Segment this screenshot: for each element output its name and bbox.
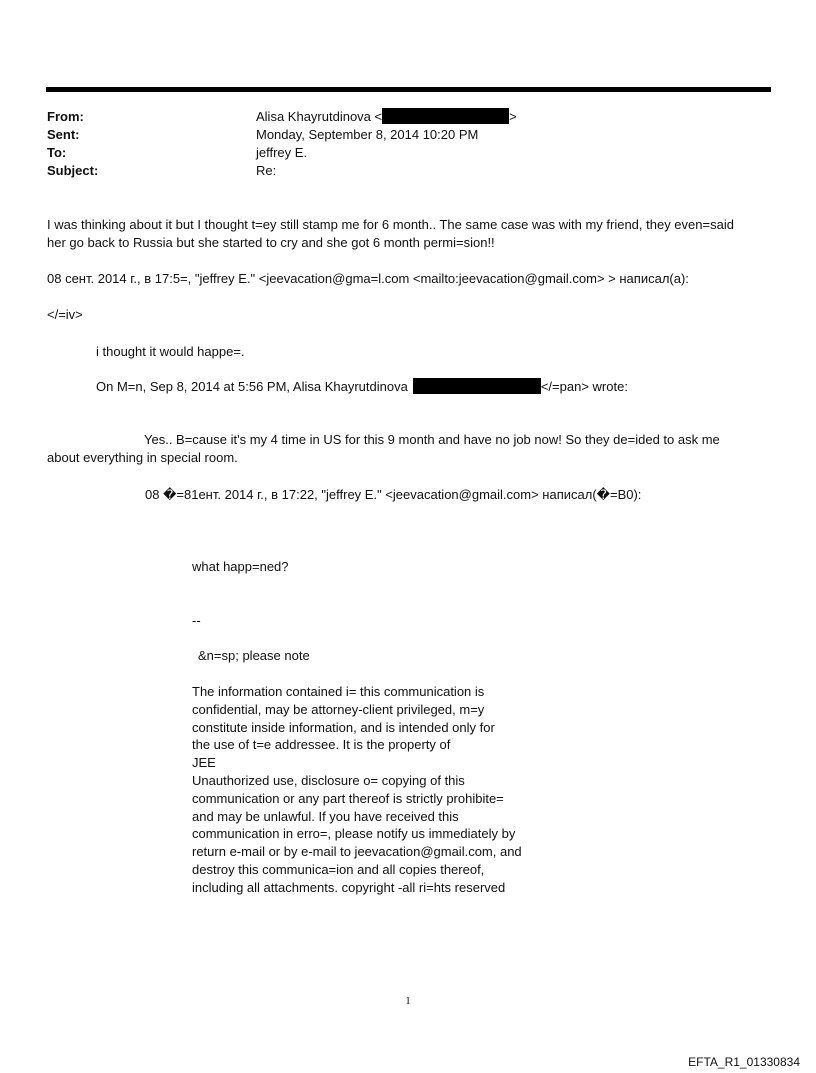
message-paragraph bbox=[47, 216, 734, 252]
disclaimer-line: communication in erro=, please notify us immediately by bbox=[192, 826, 516, 842]
to-label: To: bbox=[47, 145, 67, 160]
from-value bbox=[256, 108, 517, 126]
disclaimer-line: constitute inside information, and is intended only for bbox=[192, 719, 495, 735]
quote-header: 08 �=81ент. 2014 г., в 17:22, "jeffrey E." <jeevacation@gmail.com> написал(�=B0): bbox=[145, 487, 642, 502]
redaction-box bbox=[413, 378, 541, 394]
disclaimer-line: destroy this communica=ion and all copies thereof, bbox=[192, 861, 485, 877]
quote-header-text: </=pan> wrote: bbox=[540, 379, 628, 394]
disclaimer-line: return e-mail or by e-mail to jeevacation@gmail.com, and bbox=[192, 844, 522, 860]
disclaimer-line: The information contained i= this communication is bbox=[192, 684, 485, 699]
please-note: &n=sp; please note bbox=[198, 648, 310, 663]
reply-text: i thought it would happe=. bbox=[96, 344, 245, 359]
sent-label: Sent: bbox=[47, 127, 80, 142]
message-paragraph bbox=[47, 431, 720, 467]
page-number: 1 bbox=[405, 995, 411, 1007]
from-name: Alisa Khayrutdinova < bbox=[256, 109, 383, 124]
to-value: jeffrey E. bbox=[256, 145, 308, 160]
paragraph-line: I was thinking about it but I thought t=ey still stamp me for 6 month.. The same case was with my friend, they even=said bbox=[47, 217, 734, 232]
disclaimer bbox=[192, 683, 522, 897]
quote-header-text: On M=n, Sep 8, 2014 at 5:56 PM, Alisa Khayrutdinova bbox=[96, 379, 408, 394]
disclaimer-line: the use of t=e addressee. It is the property of bbox=[192, 737, 451, 753]
disclaimer-line: Unauthorized use, disclosure o= copying of this bbox=[192, 772, 465, 788]
sent-value: Monday, September 8, 2014 10:20 PM bbox=[256, 127, 479, 142]
question-text: what happ=ned? bbox=[192, 559, 289, 574]
signature-dash: -- bbox=[192, 613, 201, 628]
header-rule bbox=[46, 87, 771, 92]
from-label: From: bbox=[47, 109, 84, 124]
paragraph-line: about everything in special room. bbox=[47, 450, 238, 465]
redaction-box bbox=[382, 108, 509, 124]
quote-header bbox=[96, 378, 628, 396]
disclaimer-line: confidential, may be attorney-client privileged, m=y bbox=[192, 701, 485, 717]
disclaimer-line: including all attachments. copyright -all ri=hts reserved bbox=[192, 879, 506, 895]
disclaimer-line: communication or any part thereof is strictly prohibite= bbox=[192, 790, 504, 806]
disclaimer-line: JEE bbox=[192, 755, 216, 771]
div-tag-text: </=iv> bbox=[47, 307, 83, 322]
subject-label: Subject: bbox=[47, 163, 99, 178]
paragraph-line: Yes.. B=cause it's my 4 time in US for this 9 month and have no job now! So they de=ided to ask me bbox=[144, 432, 720, 447]
paragraph-line: her go back to Russia but she started to cry and she got 6 month permi=sion!! bbox=[47, 235, 495, 250]
quote-header: 08 сент. 2014 г., в 17:5=, "jeffrey E." <jeevacation@gma=l.com <mailto:jeevacation@gmail.com> > написал(а): bbox=[47, 271, 689, 286]
document-id: EFTA_R1_01330834 bbox=[688, 1055, 800, 1069]
disclaimer-line: and may be unlawful. If you have received this bbox=[192, 808, 459, 824]
subject-value: Re: bbox=[256, 163, 277, 178]
from-suffix: > bbox=[509, 109, 517, 124]
